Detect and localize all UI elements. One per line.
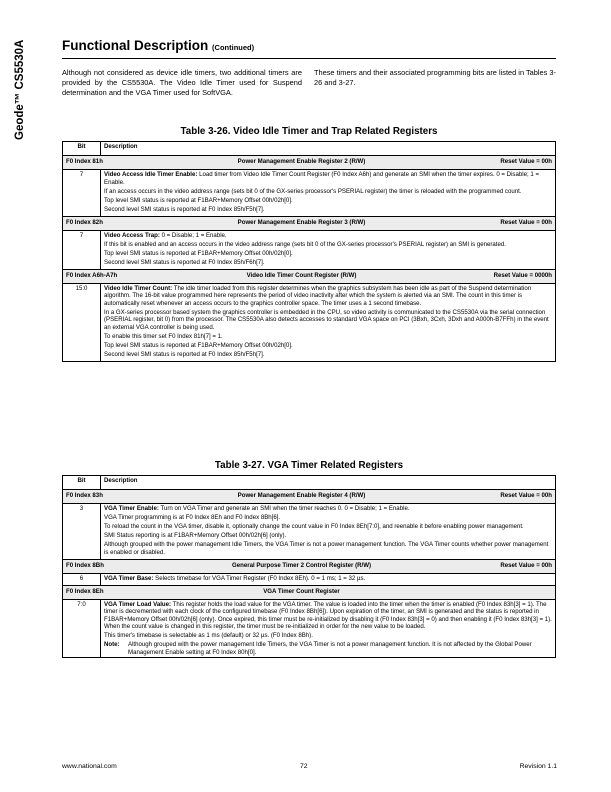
field-name: Video Idle Timer Count: <box>104 284 173 292</box>
field-name: Video Access Idle Timer Enable: <box>104 171 198 178</box>
bit-description <box>101 170 556 217</box>
register-reset: Reset Value = 00h <box>500 158 552 165</box>
register-row <box>63 559 556 573</box>
register-reset: Reset Value = 0000h <box>493 271 552 279</box>
register-row <box>63 269 556 283</box>
bit-description <box>101 230 556 269</box>
intro-right: These timers and their associated programming bits are listed in Tables 3-26 and 3-27. <box>314 68 556 87</box>
register-index: F0 Index 8Eh <box>66 587 104 595</box>
field-name: Video Access Trap: <box>104 231 160 239</box>
desc-para: Top level SMI status is reported at F1BAR+Memory Offset 00h/02h[0]. <box>104 249 293 257</box>
section-rule <box>62 58 556 59</box>
desc-para: If an access occurs in the video address range (sets bit 0 of the GX-series processor's PSERIAL register) the timer is reloaded with the programmed count. <box>104 187 522 195</box>
bit-value: 3 <box>63 504 101 560</box>
bit-value: 7 <box>63 230 101 269</box>
bit-description <box>101 573 556 585</box>
register-name: General Purpose Timer 2 Control Register (R/W) <box>231 561 372 569</box>
field-name: VGA Timer Load Value: <box>104 600 172 608</box>
field-text: Load timer from Video Idle Timer Count Register (F0 Index A6h) and generate an SMI when the timer expires. 0 = Disable; 1 = Enable. <box>104 171 540 186</box>
desc-para: SMI Status reporting is at F1BAR+Memory Offset 00h/02h[6] (only). <box>104 532 287 539</box>
bit-value: 7 <box>63 170 101 217</box>
note-label: Note: <box>104 641 120 648</box>
field-name: VGA Timer Base: <box>104 574 154 582</box>
field-text: Selects timebase for VGA Timer Register (F0 Index 8Eh). 0 = 1 ms; 1 = 32 µs. <box>153 574 366 582</box>
field-text: 0 = Disable; 1 = Enable. <box>159 231 227 239</box>
intro-left: Although not considered as device idle timers, two additional timers are provided by the CS5530A. The Video Idle Timer used for Suspend determination and the VGA Timer used for SoftVGA. <box>62 68 302 97</box>
bit-value: 6 <box>63 573 101 585</box>
desc-para: Second level SMI status is reported at F0 Index 85h/F6h[7]. <box>104 258 265 266</box>
section-title-text: Functional Description <box>62 38 209 53</box>
register-index: F0 Index 83h <box>66 492 103 499</box>
bit-row <box>63 230 556 269</box>
note-text: Although grouped with the power management Idle Timers, the VGA Timer is not a power management function. It is not affected by the Global Power Management Enable setting at F0 Index 80h[0]. <box>128 641 532 656</box>
table-3-27-caption: Table 3-27. VGA Timer Related Registers <box>214 460 404 471</box>
bit-description <box>101 283 556 361</box>
footer-page-number: 72 <box>300 763 308 770</box>
register-row <box>63 216 556 230</box>
register-index: F0 Index A6h-A7h <box>66 271 118 279</box>
desc-para: Top level SMI status is reported at F1BAR+Memory Offset 00h/02h[0]. <box>104 196 293 204</box>
desc-para: To enable this timer set F0 Index 81h[7] = 1. <box>104 332 223 340</box>
table-3-27 <box>62 475 556 658</box>
register-row <box>63 490 556 504</box>
field-text: The idle timer loaded from this register determines when the graphics subsystem has been idle as part of the Suspend determination algorithm. The 16-bit value programmed here represents the period of video inactivity after which the system is alerted via an SMI. The count in this timer is automatically reset whenever an access occurs to the graphics controller space. The timer uses a 1 second timebase. <box>104 284 532 307</box>
field-text: Turn on VGA Timer and generate an SMI when the timer reaches 0. 0 = Disable; 1 = Enable. <box>158 505 410 512</box>
register-name: Power Management Enable Register 2 (R/W) <box>237 158 366 165</box>
bit-row <box>63 504 556 560</box>
footer-url: www.national.com <box>62 763 117 770</box>
table-header-row <box>63 142 556 156</box>
register-reset: Reset Value = 00h <box>500 561 552 569</box>
section-continued: (Continued) <box>212 43 255 52</box>
register-index: F0 Index 8Bh <box>66 561 104 569</box>
register-name: Video Idle Timer Count Register (R/W) <box>246 271 357 279</box>
table-3-26 <box>62 141 556 362</box>
desc-para: VGA Timer programming is at F0 Index 8Eh and F0 Index 8Bh[6]. <box>104 514 281 521</box>
desc-para: In a GX-series processor based system the graphics controller is embedded in the CPU, so video activity is communicated to the CS5530A via the serial connection (PSERIAL register, bit 0) from the processor. The CS5530A also detects accesses to standard VGA space on PCI (3Bxh, 3Cxh, 3Dxh and A000h-B7FFh) in the event an external VGA controller is being used. <box>104 308 549 331</box>
desc-para: Top level SMI status is reported at F1BAR+Memory Offset 00h/02h[0]. <box>104 341 293 349</box>
table-header-row <box>63 476 556 490</box>
side-title: Geode™ CS5530A <box>14 39 26 140</box>
bit-value: 7:0 <box>63 599 101 658</box>
note <box>104 641 552 656</box>
desc-para: Second level SMI status is reported at F0 Index 85h/F5h[7]. <box>104 205 265 213</box>
register-row <box>63 585 556 599</box>
bit-description <box>101 504 556 560</box>
register-index: F0 Index 82h <box>66 218 103 226</box>
register-name: Power Management Enable Register 4 (R/W) <box>237 492 366 499</box>
table-3-26-caption: Table 3-26. Video Idle Timer and Trap Related Registers <box>180 126 438 137</box>
register-reset: Reset Value = 00h <box>500 492 552 499</box>
register-reset <box>442 588 552 596</box>
desc-para: Second level SMI status is reported at F0 Index 85h/F5h[7]. <box>104 350 265 358</box>
section-title <box>62 38 254 53</box>
field-text: This register holds the load value for the VGA timer. The value is loaded into the timer when the timer is enabled (F0 Index 83h[3] = 1). The timer is decremented with each clock of the configured timebase (F0 Index 8Bh[6]). Upon expiration of the timer, an SMI is generated and the status is reported in F1BAR+Memory Offset 00h/02h[6] (only). Once expired, this timer must be re-initialized by disabling it (F0 Index 83h[3] = 0) and then enabling it (F0 Index 83h[3] = 1). When the count value is changed in this register, the timer must be re-initialized in order for the new value to be loaded. <box>104 600 552 630</box>
footer-revision: Revision 1.1 <box>519 763 557 770</box>
desc-para: To reload the count in the VGA timer, disable it, optionally change the count value in F0 Index 8Eh[7:0], and reenable it before enabling power management. <box>104 523 524 530</box>
desc-para: Although grouped with the power management Idle Timers, the VGA Timer is not a power management function. The VGA Timer counts whether power management is enabled or disabled. <box>104 541 549 556</box>
col-bit: Bit <box>63 142 101 156</box>
desc-para: This timer's timebase is selectable as 1 ms (default) or 32 µs. (F0 Index 8Bh). <box>104 632 313 639</box>
bit-row <box>63 573 556 585</box>
register-name: Power Management Enable Register 3 (R/W) <box>237 218 366 226</box>
bit-value: 15:0 <box>63 283 101 361</box>
register-row <box>63 156 556 170</box>
col-description: Description <box>101 476 556 490</box>
register-index: F0 Index 81h <box>66 158 103 165</box>
field-name: VGA Timer Enable: <box>104 505 159 512</box>
bit-row <box>63 170 556 217</box>
register-name: VGA Timer Count Register <box>263 587 340 595</box>
bit-row <box>63 283 556 361</box>
bit-description <box>101 599 556 658</box>
desc-para: If this bit is enabled and an access occurs in the video address range (sets bit 0 of the GX-series processor's PSERIAL register) an SMI is generated. <box>104 240 506 248</box>
register-reset: Reset Value = 00h <box>500 218 552 226</box>
col-bit: Bit <box>63 476 101 490</box>
col-description: Description <box>101 142 556 156</box>
bit-row <box>63 599 556 658</box>
